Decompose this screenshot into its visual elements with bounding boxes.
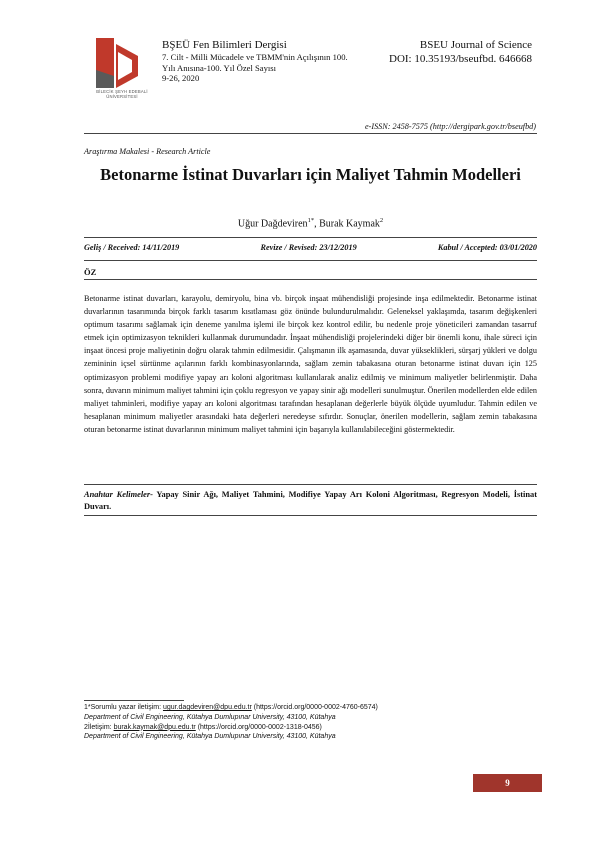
revised-date: Revize / Revised: 23/12/2019: [260, 243, 357, 252]
footnote-2: [84, 723, 544, 733]
keywords: [84, 489, 537, 513]
footnotes: [84, 703, 544, 742]
author-1-email[interactable]: ugur.dagdeviren@dpu.edu.tr: [162, 704, 252, 711]
keywords-label: Anahtar Kelimeler-: [84, 490, 153, 499]
author-1-orcid[interactable]: (https://orcid.org/0000-0002-4760-6574): [251, 704, 378, 711]
page-number-badge: 9: [473, 774, 542, 792]
journal-header-en: [389, 39, 532, 66]
journal-volume: 7. Cilt - Milli Mücadele ve TBMM'nin Açılışının 100. Yılı Anısına-100. Yıl Özel Sayısı: [162, 52, 348, 73]
footnote-2-label: 2İletişim:: [84, 723, 114, 731]
header-rule: [84, 133, 537, 134]
footnote-2-dept: Department of Civil Engineering, Kütahya Dumlupınar University, 43100, Kütahya: [84, 733, 336, 741]
article-dates: [84, 243, 537, 252]
author-1: Uğur Dağdeviren: [237, 218, 308, 230]
author-2-email[interactable]: burak.kaymak@dpu.edu.tr: [113, 723, 196, 731]
keywords-text: Yapay Sinir Ağı, Maliyet Tahmini, Modifiye Yapay Arı Koloni Algoritması, Regresyon Modeli, İstinat Duvarı.: [84, 490, 537, 511]
journal-title-tr: BŞEÜ Fen Bilimleri Dergisi: [162, 39, 287, 51]
author-2-orcid[interactable]: (https://orcid.org/0000-0002-1318-0456): [195, 723, 322, 731]
footnote-1-dept: Department of Civil Engineering, Kütahya Dumlupınar University, 43100, Kütahya: [84, 713, 336, 721]
dates-bottom-rule: [84, 260, 537, 261]
issn-line[interactable]: e-ISSN: 2458-7575 (http://dergipark.gov.tr/bseufbd): [365, 122, 536, 131]
accepted-date: Kabul / Accepted: 03/01/2020: [437, 243, 537, 252]
dates-top-rule: [84, 237, 537, 238]
article-type: Araştırma Makalesi - Research Article: [84, 147, 211, 156]
keywords-top-rule: [84, 484, 537, 485]
abstract-text: Betonarme istinat duvarları, karayolu, demiryolu, bina vb. birçok inşaat mühendisliği projesinde inşa edilmektedir. Betonarme istinat duvarlarının tasarımında birçok farklı tasarım kısıtlaması göz önünde bulundurulmalıdır. Geleneksel yaklaşımda, tasarım değişkenleri optimum tasarımı sağlamak için deneme yanılma işlemi ile birçok kez kontrol edilir, bu nedenle proje yöneticileri zamandan tasarruf etmek için optimizasyon teknikleri kullanmak durumundadır. İnşaat mühendisliği projelerindeki diğer bir önemli konu, ihale süreci için inşaat öncesi proje maliyetinin doğru olarak tahmin edilmesidir. Çalışmanın ilk aşamasında, duvar yükseklikleri, sürşarj yükleri ve dolgu zemininin içsel sürtünme açılarının farklı kombinasyonlarında, sağlam zemin tabakasına oturan betonarme istinat duvarı için 125 optimizasyon problemi modifiye yapay arı koloni algoritması kullanılarak analiz edilmiş ve minimum maliyetler belirlenmiştir. Daha sonra, duvarın minimum maliyet tahmini için çoklu regresyon ve yapay sinir ağı modelleri sunulmuştur. Önerilen modellerden elde edilen maliyet tahminleri, modifiye yapay arı koloni algoritması tarafından hesaplanan değerlerle büyük ölçüde uyumludur. Tahmin edilen ve hesaplanan minimum maliyetler arasındaki hata değerleri neredeyse sıfırdır. Sonuçlar, önerilen modellerin, sağlam zemin tabakasına oturan betonarme istinat duvarlarının minimum maliyet tahmini için başarıyla kullanılabileceğini göstermektedir.: [84, 294, 537, 434]
logo-caption: BİLECİK ŞEYH EDEBALİ ÜNİVERSİTESİ: [96, 89, 148, 100]
journal-pages: 9-26, 2020: [162, 73, 200, 83]
footnote-rule: [84, 700, 184, 701]
author-separator: ,: [314, 218, 320, 230]
abstract-heading-rule: [84, 279, 537, 280]
author-list: [84, 217, 537, 229]
author-2-affil: 2: [379, 217, 384, 224]
doi[interactable]: DOI: 10.35193/bseufbd. 646668: [389, 53, 532, 65]
abstract-heading: ÖZ: [84, 267, 97, 277]
journal-title-en: BSEU Journal of Science: [419, 39, 532, 51]
footnote-1: [84, 703, 544, 713]
keywords-bottom-rule: [84, 515, 537, 516]
received-date: Geliş / Received: 14/11/2019: [84, 243, 180, 252]
author-2: Burak Kaymak: [319, 218, 380, 230]
author-1-affil: 1*: [307, 217, 315, 224]
footnote-1-label: 1*Sorumlu yazar iletişim:: [84, 704, 163, 711]
journal-header-tr: [162, 39, 352, 84]
article-title: Betonarme İstinat Duvarları için Maliyet Tahmin Modelleri: [100, 165, 521, 184]
